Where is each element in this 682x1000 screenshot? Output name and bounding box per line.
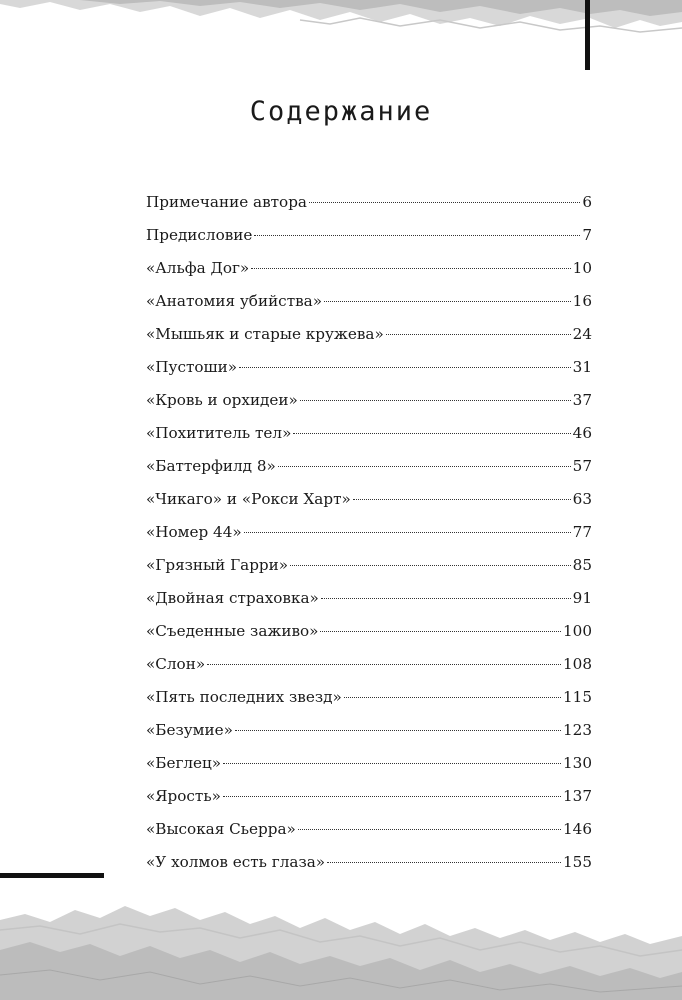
toc-entry[interactable] xyxy=(146,582,592,615)
toc-entry[interactable] xyxy=(146,813,592,846)
toc-entry-title: «Анатомия убийства» xyxy=(146,292,322,310)
toc-entry[interactable] xyxy=(146,648,592,681)
toc-entry-title: «Номер 44» xyxy=(146,523,242,541)
leader-dots xyxy=(223,796,561,797)
leader-dots xyxy=(324,301,571,302)
leader-dots xyxy=(309,202,580,203)
toc-entry-page: 91 xyxy=(572,589,592,607)
toc-entry[interactable] xyxy=(146,318,592,351)
toc-entry-title: «Похититель тел» xyxy=(146,424,292,442)
toc-entry-page: 37 xyxy=(572,391,592,409)
leader-dots xyxy=(235,730,561,731)
toc-entry-page: 85 xyxy=(572,556,592,574)
right-edge-bar xyxy=(585,0,590,70)
toc-entry[interactable] xyxy=(146,219,592,252)
toc-entry-page: 46 xyxy=(572,424,592,442)
toc-entry-page: 31 xyxy=(572,358,592,376)
leader-dots xyxy=(293,433,570,434)
table-of-contents xyxy=(146,186,592,879)
toc-entry[interactable] xyxy=(146,450,592,483)
leader-dots xyxy=(298,829,561,830)
toc-entry[interactable] xyxy=(146,285,592,318)
leader-dots xyxy=(207,664,561,665)
toc-entry-title: «Двойная страховка» xyxy=(146,589,319,607)
toc-entry[interactable] xyxy=(146,252,592,285)
leader-dots xyxy=(386,334,571,335)
toc-entry-page: 77 xyxy=(572,523,592,541)
leader-dots xyxy=(344,697,561,698)
toc-entry[interactable] xyxy=(146,846,592,879)
page-title: Содержание xyxy=(249,96,433,127)
toc-entry-page: 115 xyxy=(563,688,592,706)
toc-entry-title: «Кровь и орхидеи» xyxy=(146,391,298,409)
leader-dots xyxy=(244,532,571,533)
toc-entry-page: 57 xyxy=(572,457,592,475)
leader-dots xyxy=(223,763,561,764)
toc-entry-title: «Ярость» xyxy=(146,787,221,805)
toc-entry-page: 100 xyxy=(563,622,592,640)
toc-entry-page: 63 xyxy=(572,490,592,508)
toc-entry-page: 10 xyxy=(572,259,592,277)
left-edge-bar xyxy=(0,873,104,878)
toc-entry[interactable] xyxy=(146,516,592,549)
toc-entry-page: 108 xyxy=(563,655,592,673)
toc-entry-page: 24 xyxy=(572,325,592,343)
toc-entry[interactable] xyxy=(146,714,592,747)
toc-entry[interactable] xyxy=(146,384,592,417)
toc-entry-page: 130 xyxy=(563,754,592,772)
toc-entry[interactable] xyxy=(146,351,592,384)
leader-dots xyxy=(320,631,561,632)
toc-entry-title: «Пустоши» xyxy=(146,358,238,376)
toc-entry[interactable] xyxy=(146,483,592,516)
toc-entry-title: «Чикаго» и «Рокси Харт» xyxy=(146,490,351,508)
leader-dots xyxy=(251,268,570,269)
toc-entry-title: «Мышьяк и старые кружева» xyxy=(146,325,384,343)
toc-entry[interactable] xyxy=(146,747,592,780)
leader-dots xyxy=(300,400,571,401)
toc-entry-title: «Высокая Сьерра» xyxy=(146,820,296,838)
toc-entry[interactable] xyxy=(146,615,592,648)
toc-entry-title: «Грязный Гарри» xyxy=(146,556,289,574)
leader-dots xyxy=(254,235,580,236)
toc-entry[interactable] xyxy=(146,417,592,450)
leader-dots xyxy=(353,499,571,500)
toc-entry-title: «Безумие» xyxy=(146,721,233,739)
leader-dots xyxy=(321,598,571,599)
toc-entry-page: 6 xyxy=(582,193,592,211)
toc-entry-page: 123 xyxy=(563,721,592,739)
toc-entry-title: «Баттерфилд 8» xyxy=(146,457,276,475)
toc-entry-title: «Пять последних звезд» xyxy=(146,688,342,706)
toc-entry-title: «Беглец» xyxy=(146,754,222,772)
leader-dots xyxy=(327,862,561,863)
toc-entry[interactable] xyxy=(146,681,592,714)
toc-entry-title: Предисловие xyxy=(146,226,253,244)
toc-entry-page: 7 xyxy=(582,226,592,244)
toc-entry-title: «Съеденные заживо» xyxy=(146,622,319,640)
toc-entry-page: 155 xyxy=(563,853,592,871)
toc-entry-page: 16 xyxy=(572,292,592,310)
toc-entry-title: «У холмов есть глаза» xyxy=(146,853,326,871)
torn-paper-top xyxy=(0,0,682,60)
toc-entry-title: Примечание автора xyxy=(146,193,307,211)
toc-entry-title: «Слон» xyxy=(146,655,206,673)
toc-entry-page: 146 xyxy=(563,820,592,838)
toc-entry-page: 137 xyxy=(563,787,592,805)
leader-dots xyxy=(239,367,571,368)
torn-paper-bottom xyxy=(0,880,682,1000)
toc-entry-title: «Альфа Дог» xyxy=(146,259,250,277)
leader-dots xyxy=(290,565,571,566)
leader-dots xyxy=(278,466,571,467)
toc-entry[interactable] xyxy=(146,549,592,582)
toc-entry[interactable] xyxy=(146,186,592,219)
toc-entry[interactable] xyxy=(146,780,592,813)
